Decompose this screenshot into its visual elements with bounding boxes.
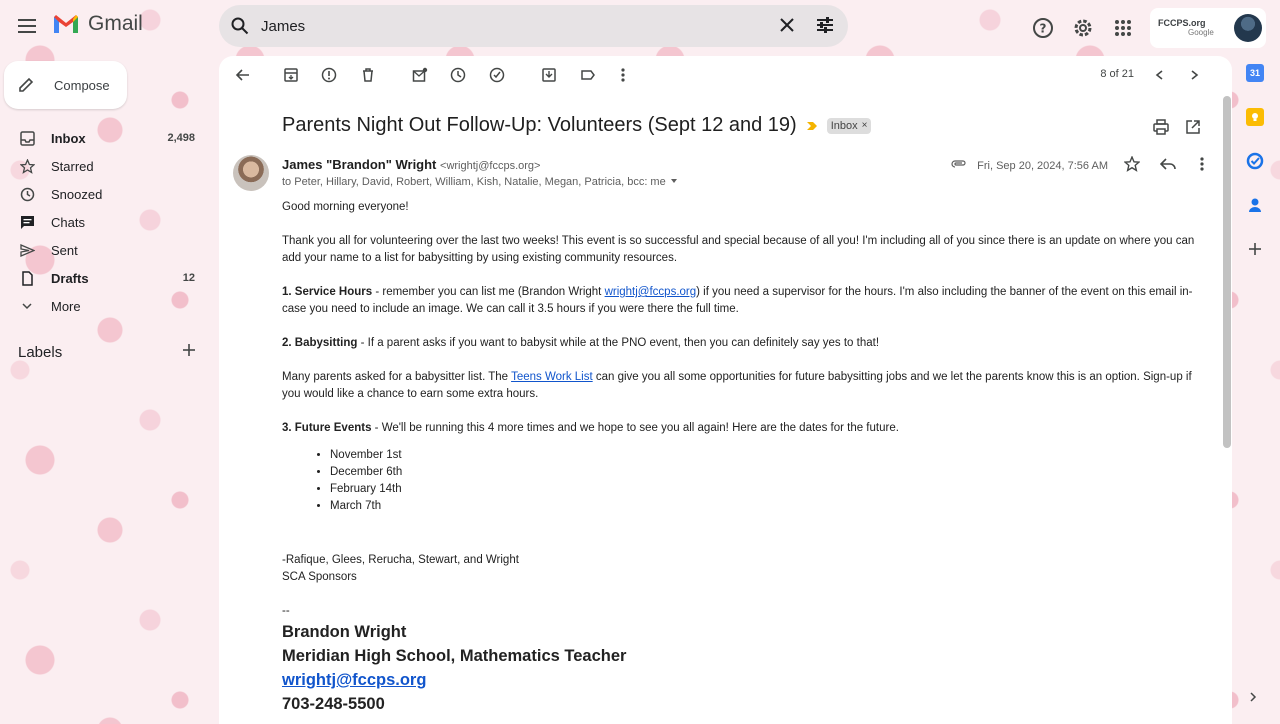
sidebar-item-label: More — [51, 298, 81, 314]
search-input[interactable] — [261, 18, 761, 35]
tasks-icon[interactable] — [1246, 152, 1264, 170]
more-vert-icon[interactable] — [613, 65, 633, 85]
sidebar-item-label: Inbox — [51, 130, 86, 146]
account-avatar[interactable] — [1234, 14, 1262, 42]
hamburger-icon — [18, 19, 36, 33]
signature-title: Meridian High School, Mathematics Teacher — [282, 647, 627, 665]
email-link[interactable]: wrightj@fccps.org — [604, 286, 697, 298]
mark-unread-icon[interactable] — [410, 65, 430, 85]
list-item: • November 1st — [330, 447, 1197, 464]
email-body — [282, 199, 1197, 716]
sidebar-item-drafts[interactable] — [0, 264, 210, 292]
print-icon[interactable] — [1152, 118, 1170, 141]
item2-title: 2. Babysitting — [282, 337, 358, 349]
inbox-icon — [19, 130, 35, 146]
importance-marker-icon[interactable] — [807, 121, 817, 131]
more-vert-icon[interactable] — [1200, 157, 1204, 174]
list-item: • March 7th — [330, 498, 1197, 515]
item2-text: - If a parent asks if you want to babysit while at the PNO event, then you can definitely say yes to that! — [357, 337, 880, 349]
sidebar-item-starred[interactable] — [0, 152, 210, 180]
add-label-icon[interactable] — [182, 343, 196, 362]
sidebar-item-more[interactable] — [0, 292, 210, 320]
labels-section — [18, 343, 196, 362]
sender-name[interactable]: James "Brandon" Wright — [282, 157, 437, 172]
search-icon[interactable] — [219, 17, 261, 35]
para-text-post: can give you all some opportunities for future babysitting jobs and we let the parents know this is an option. Sign-up if you would like a chance to earn some extra hours. — [282, 371, 1192, 400]
side-panel-rail — [1241, 64, 1269, 258]
account-sub: Google — [1188, 28, 1214, 37]
add-task-icon[interactable] — [487, 65, 507, 85]
send-icon — [19, 242, 35, 258]
back-arrow-icon[interactable] — [233, 65, 253, 85]
sidebar-item-count: 12 — [182, 272, 195, 284]
snooze-clock-icon[interactable] — [448, 65, 468, 85]
scrollbar-thumb[interactable] — [1223, 96, 1231, 448]
item3-title: 3. Future Events — [282, 422, 372, 434]
attachment-icon — [951, 159, 967, 172]
calendar-icon[interactable]: 31 — [1246, 64, 1264, 82]
greeting: Good morning everyone! — [282, 201, 409, 213]
service-hours-paragraph — [282, 284, 1197, 318]
email-view — [219, 56, 1232, 724]
draft-file-icon — [19, 270, 35, 286]
gmail-m-icon — [52, 13, 80, 35]
sender-email: <wrightj@fccps.org> — [440, 160, 541, 172]
sender-avatar[interactable] — [233, 155, 269, 191]
compose-label: Compose — [54, 77, 110, 93]
item1-text-post: ) if you need a supervisor for the hours. I'm also including the banner of the event on this email in-case you need to include an image. We can call it 3.5 hours if you were there the full time. — [282, 286, 1193, 315]
email-subject-row — [282, 114, 871, 137]
babysitting-paragraph — [282, 335, 1197, 352]
pencil-icon — [4, 76, 48, 94]
gmail-logo[interactable] — [52, 12, 143, 36]
search-options-icon[interactable] — [814, 14, 836, 41]
reply-icon[interactable] — [1160, 157, 1176, 174]
report-spam-icon[interactable] — [319, 65, 339, 85]
item3-text: - We'll be running this 4 more times and we hope to see you all again! Here are the dates for the future. — [371, 422, 899, 434]
email-subject: Parents Night Out Follow-Up: Volunteers (Sept 12 and 19) — [282, 114, 797, 136]
compose-button[interactable] — [4, 61, 127, 109]
apps-grid-icon[interactable] — [1110, 15, 1136, 41]
para-text-pre: Many parents asked for a babysitter list. The — [282, 371, 512, 383]
svg-text:?: ? — [1039, 21, 1047, 36]
fccps-logo — [1158, 18, 1214, 38]
signature-phone: 703-248-5500 — [282, 695, 385, 713]
sidebar-item-snoozed[interactable] — [0, 180, 210, 208]
sidebar-item-count: 2,498 — [167, 132, 195, 144]
email-meta — [951, 156, 1204, 175]
sidebar-item-label: Chats — [51, 214, 85, 230]
account-brand: FCCPS.org — [1158, 18, 1206, 28]
sidebar-item-label: Snoozed — [51, 186, 103, 202]
app-name: Gmail — [88, 12, 143, 35]
account-switcher[interactable] — [1150, 8, 1266, 48]
star-icon[interactable] — [1124, 156, 1140, 175]
keep-icon[interactable] — [1246, 108, 1264, 126]
item1-text-pre: - remember you can list me (Brandon Wright — [372, 286, 605, 298]
teens-work-list-link[interactable]: Teens Work List — [511, 371, 593, 383]
email-toolbar — [219, 56, 1232, 94]
help-icon[interactable] — [1030, 15, 1056, 41]
label-tag-icon[interactable] — [578, 65, 598, 85]
chevron-down-icon — [19, 298, 35, 314]
get-addons-plus-icon[interactable] — [1246, 240, 1264, 258]
recipients-text: to Peter, Hillary, David, Robert, William, Kish, Natalie, Megan, Patricia, bcc: me — [282, 176, 666, 188]
contacts-icon[interactable] — [1246, 196, 1264, 214]
list-item: • December 6th — [330, 464, 1197, 481]
babysitter-list-paragraph — [282, 369, 1197, 403]
delete-trash-icon[interactable] — [358, 65, 378, 85]
open-new-window-icon[interactable] — [1184, 118, 1202, 141]
sidebar-item-label: Drafts — [51, 270, 89, 286]
signature-email-link[interactable]: wrightj@fccps.org — [282, 671, 427, 689]
sidebar-item-label: Sent — [51, 242, 78, 258]
email-date: Fri, Sep 20, 2024, 7:56 AM — [977, 159, 1108, 172]
inbox-label-chip — [827, 118, 872, 134]
intro-paragraph: Thank you all for volunteering over the last two weeks! This event is so successful and special because of all you! I'm including all of you since there is an update on where you can add your name to a list for babysitting by using existing community resources. — [282, 235, 1195, 264]
chevron-left-icon[interactable] — [1150, 65, 1170, 85]
list-item: • February 14th — [330, 481, 1197, 498]
search-bar[interactable] — [219, 5, 848, 47]
move-to-icon[interactable] — [539, 65, 559, 85]
signature-name: Brandon Wright — [282, 623, 407, 641]
closing-names: -Rafique, Glees, Rerucha, Stewart, and Wright — [282, 554, 519, 566]
clear-search-icon[interactable] — [776, 14, 798, 41]
expand-side-panel-icon[interactable] — [1248, 690, 1258, 708]
remove-label-icon[interactable]: × — [861, 120, 868, 131]
clock-icon — [19, 186, 35, 202]
settings-gear-icon[interactable] — [1070, 15, 1096, 41]
item1-title: 1. Service Hours — [282, 286, 373, 298]
sidebar-item-sent[interactable] — [0, 236, 210, 264]
caret-down-icon[interactable] — [669, 177, 679, 185]
sender-line — [282, 157, 540, 172]
label-chip-text: Inbox — [830, 119, 858, 132]
sidebar-item-label: Starred — [51, 158, 94, 174]
chat-icon — [19, 214, 35, 230]
star-icon — [19, 158, 35, 174]
sidebar-item-inbox[interactable] — [0, 124, 210, 152]
pagination-text: 8 of 21 — [1100, 68, 1134, 80]
chevron-right-icon[interactable] — [1184, 65, 1204, 85]
sidebar-nav — [0, 124, 210, 320]
signature-separator: -- — [282, 605, 290, 617]
sidebar-item-chats[interactable] — [0, 208, 210, 236]
future-events-paragraph — [282, 420, 1197, 437]
archive-icon[interactable] — [281, 65, 301, 85]
recipients-line[interactable] — [282, 176, 679, 188]
labels-header: Labels — [18, 344, 63, 361]
closing-role: SCA Sponsors — [282, 571, 357, 583]
future-dates-list — [330, 447, 1197, 515]
main-menu-button[interactable] — [12, 11, 42, 41]
